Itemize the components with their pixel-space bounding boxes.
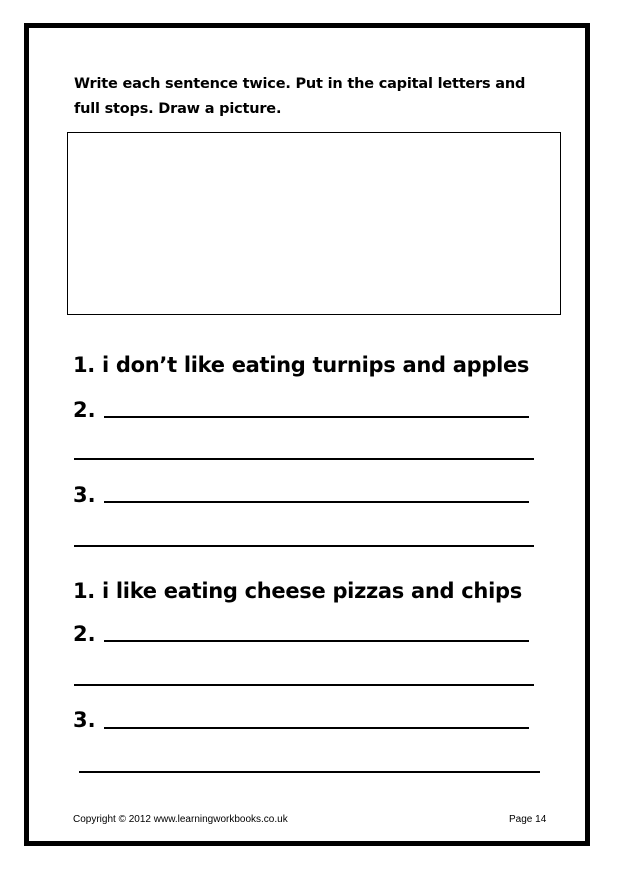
exercise-1-writing-line-3b[interactable]: [74, 545, 534, 547]
exercise-2-writing-line-2[interactable]: [104, 640, 529, 642]
exercise-2-writing-line-2b[interactable]: [74, 684, 534, 686]
exercise-1-writing-line-3[interactable]: [104, 501, 529, 503]
exercise-1-sentence: 1. i don’t like eating turnips and apples: [73, 353, 530, 377]
instructions-text: Write each sentence twice. Put in the capital letters and full stops. Draw a picture.: [74, 76, 526, 117]
drawing-box[interactable]: [67, 132, 561, 315]
copyright-footer: Copyright © 2012 www.learningworkbooks.co.uk: [73, 814, 288, 825]
exercise-2-writing-line-3b[interactable]: [79, 771, 540, 773]
exercise-1-line-2-label: 2.: [73, 398, 96, 422]
page-number: Page 14: [509, 814, 547, 825]
exercise-1-writing-line-2[interactable]: [104, 416, 529, 418]
exercise-1-line-3-label: 3.: [73, 483, 96, 507]
exercise-2-writing-line-3[interactable]: [104, 727, 529, 729]
exercise-2-line-3-label: 3.: [73, 708, 96, 732]
exercise-2-sentence: 1. i like eating cheese pizzas and chips: [73, 579, 522, 603]
exercise-2-line-2-label: 2.: [73, 622, 96, 646]
exercise-1-writing-line-2b[interactable]: [74, 458, 534, 460]
